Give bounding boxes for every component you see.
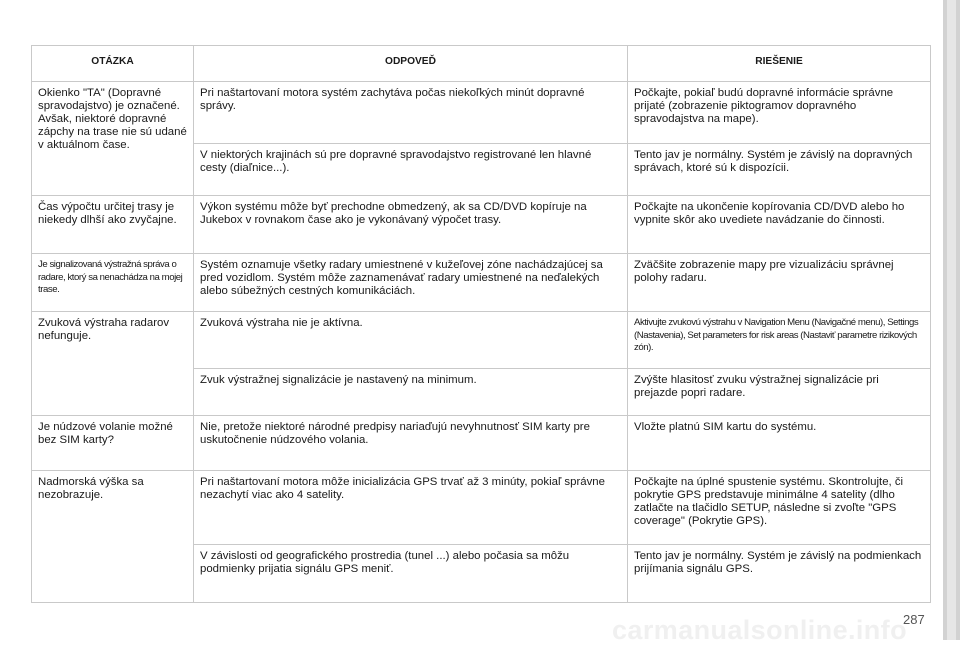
answer-cell: V niektorých krajinách sú pre dopravné spravodajstvo registrované len hlavné cesty (diaľnice...). [194, 144, 628, 196]
solution-cell: Počkajte na ukončenie kopírovania CD/DVD alebo ho vypnite skôr ako uvediete navádzanie do činnosti. [628, 196, 931, 254]
solution-cell: Aktivujte zvukovú výstrahu v Navigation Menu (Navigačné menu), Settings (Nastavenia), Set parameters for risk areas (Nastaviť parametre rizikových zón). [628, 312, 931, 369]
question-cell: Nadmorská výška sa nezobrazuje. [32, 471, 194, 603]
answer-cell: Zvuk výstražnej signalizácie je nastavený na minimum. [194, 369, 628, 416]
faq-table [31, 45, 931, 603]
header-answer: ODPOVEĎ [194, 46, 628, 82]
answer-cell: V závislosti od geografického prostredia (tunel ...) alebo počasia sa môžu podmienky prijatia signálu GPS meniť. [194, 545, 628, 603]
page-number: 287 [903, 612, 925, 627]
solution-cell: Počkajte na úplné spustenie systému. Skontrolujte, či pokrytie GPS predstavuje minimálne 4 satelity (dlho zatlačte na tlačidlo SETUP, následne si zvoľte "GPS coverage" (Pokrytie GPS). [628, 471, 931, 545]
table-row [32, 82, 931, 144]
table-row [32, 312, 931, 369]
question-cell: Okienko "TA" (Dopravné spravodajstvo) je označené. Avšak, niektoré dopravné zápchy na trase nie sú udané v aktuálnom čase. [32, 82, 194, 196]
watermark-text: carmanualsonline.info [612, 615, 907, 645]
solution-cell: Tento jav je normálny. Systém je závislý na dopravných správach, ktoré sú k dispozícii. [628, 144, 931, 196]
question-cell: Zvuková výstraha radarov nefunguje. [32, 312, 194, 416]
answer-cell: Pri naštartovaní motora systém zachytáva počas niekoľkých minút dopravné správy. [194, 82, 628, 144]
answer-cell: Zvuková výstraha nie je aktívna. [194, 312, 628, 369]
answer-cell: Nie, pretože niektoré národné predpisy nariaďujú nevyhnutnosť SIM karty pre uskutočnenie núdzového volania. [194, 416, 628, 471]
answer-cell: Pri naštartovaní motora môže inicializácia GPS trvať až 3 minúty, pokiaľ správne nezachytí viac ako 4 satelity. [194, 471, 628, 545]
solution-cell: Vložte platnú SIM kartu do systému. [628, 416, 931, 471]
table-row [32, 471, 931, 545]
question-cell: Je núdzové volanie možné bez SIM karty? [32, 416, 194, 471]
question-cell: Je signalizovaná výstražná správa o radare, ktorý sa nenachádza na mojej trase. [32, 254, 194, 312]
header-solution: RIEŠENIE [628, 46, 931, 82]
answer-cell: Výkon systému môže byť prechodne obmedzený, ak sa CD/DVD kopíruje na Jukebox v rovnakom čase ako je vykonávaný výpočet trasy. [194, 196, 628, 254]
table-row [32, 416, 931, 471]
answer-cell: Systém oznamuje všetky radary umiestnené v kužeľovej zóne nachádzajúcej sa pred vozidlom. Systém môže zaznamenávať radary umiestnené na neďalekých alebo súbežných cestných komunikáciách. [194, 254, 628, 312]
right-page-edge-inner [947, 0, 956, 640]
solution-cell: Počkajte, pokiaľ budú dopravné informácie správne prijaté (zobrazenie piktogramov dopravného spravodajstva na mape). [628, 82, 931, 144]
table-row [32, 196, 931, 254]
table-header-row [32, 46, 931, 82]
header-question: OTÁZKA [32, 46, 194, 82]
question-cell: Čas výpočtu určitej trasy je niekedy dlhší ako zvyčajne. [32, 196, 194, 254]
solution-cell: Tento jav je normálny. Systém je závislý na podmienkach prijímania signálu GPS. [628, 545, 931, 603]
table-row [32, 254, 931, 312]
solution-cell: Zväčšite zobrazenie mapy pre vizualizáciu správnej polohy radaru. [628, 254, 931, 312]
solution-cell: Zvýšte hlasitosť zvuku výstražnej signalizácie pri prejazde popri radare. [628, 369, 931, 416]
